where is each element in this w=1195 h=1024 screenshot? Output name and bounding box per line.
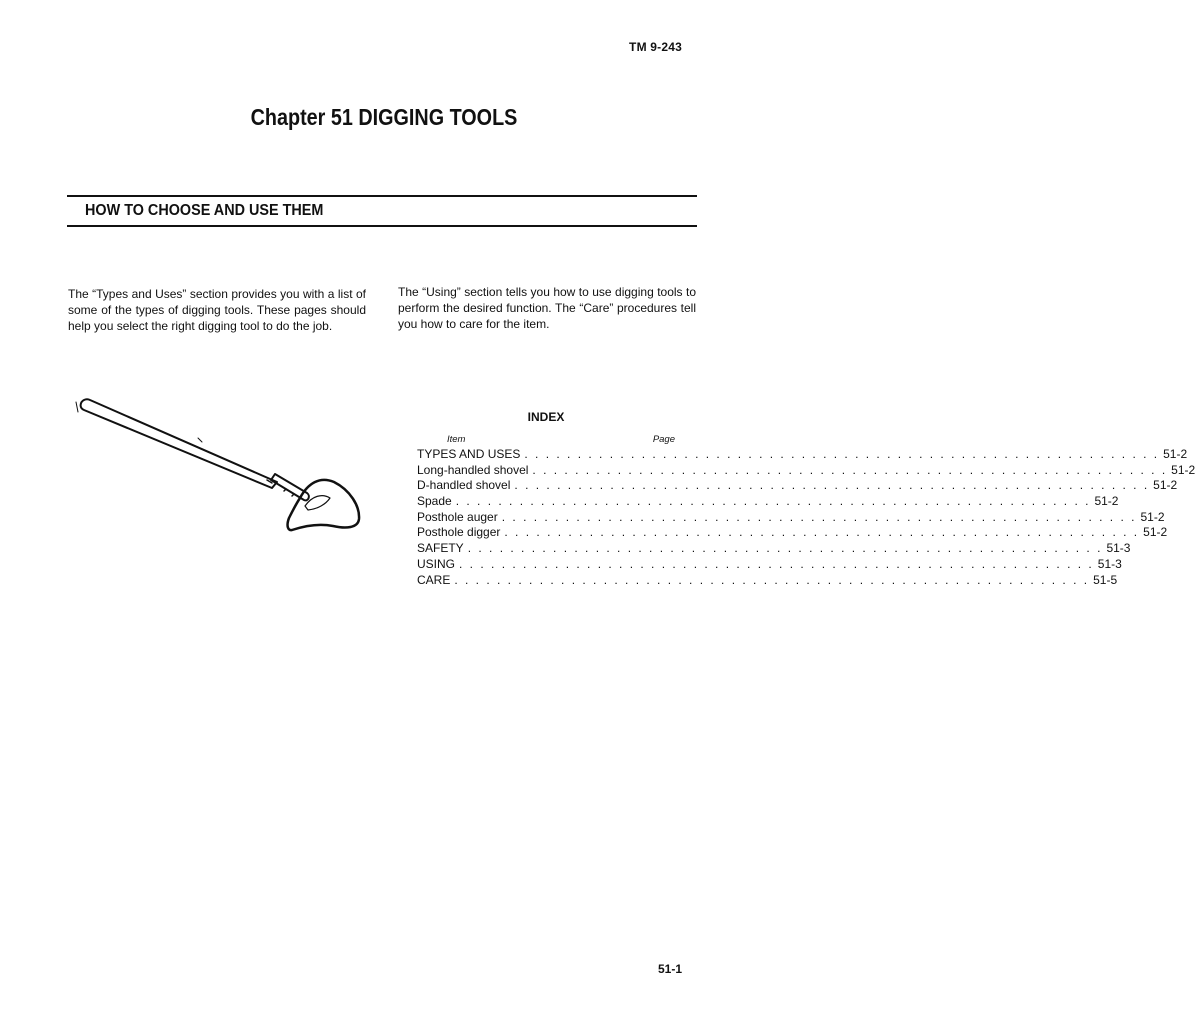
index-entry [417,556,1122,573]
index-entry-page: 51-2 [1171,462,1195,477]
index-entry-label: Spade [417,494,452,509]
index-entry [417,462,1195,479]
document-id: TM 9-243 [629,40,682,54]
index-entry-page: 51-2 [1143,525,1168,540]
intro-paragraph-left: The “Types and Uses” section provides you with a list of some of the types of digging tools. These pages should help you select the right digging tool to do the job. [68,287,366,333]
intro-paragraph-right: The “Using” section tells you how to use digging tools to perform the desired function. The “Care” procedures tell you how to care for the item. [398,285,696,331]
index-entry-label: Long-handled shovel [417,462,529,477]
index-entry-label: Posthole auger [417,509,498,524]
index-entry-label: D-handled shovel [417,478,511,493]
index-entry-page: 51-3 [1097,556,1122,571]
index-entry-label: TYPES AND USES [417,447,521,461]
index-entry [417,509,1165,526]
index-entry [417,494,1119,510]
index-leader-dots: . . . . . . . . . . . . . . . . . . . . . . . . . . . . . . . . . . . . . . . . . . . . . . . . . . . . . . . . . . . . [455,494,1091,509]
index-entry [417,478,1178,494]
index-leader-dots: . . . . . . . . . . . . . . . . . . . . . . . . . . . . . . . . . . . . . . . . . . . . . . . . . . . . . . . . . . . . [501,509,1137,524]
index-col-page: Page [652,434,675,445]
index-leader-dots: . . . . . . . . . . . . . . . . . . . . . . . . . . . . . . . . . . . . . . . . . . . . . . . . . . . . . . . . . . . . [514,478,1150,493]
index-leader-dots: . . . . . . . . . . . . . . . . . . . . . . . . . . . . . . . . . . . . . . . . . . . . . . . . . . . . . . . . . . . . [467,541,1103,556]
page-number: 51-1 [657,962,682,976]
index-table [417,410,1195,588]
index-entry-label: Posthole digger [417,525,501,540]
index-entry-page: 51-2 [1094,494,1119,509]
index-entry-page: 51-3 [1106,541,1131,556]
index-title: INDEX [527,410,565,424]
section-heading: HOW TO CHOOSE AND USE THEM [85,202,324,219]
index-column-headers [417,434,675,447]
index-leader-dots: . . . . . . . . . . . . . . . . . . . . . . . . . . . . . . . . . . . . . . . . . . . . . . . . . . . . . . . . . . . . [454,572,1090,587]
index-col-item: Item [447,434,466,445]
index-leader-dots: . . . . . . . . . . . . . . . . . . . . . . . . . . . . . . . . . . . . . . . . . . . . . . . . . . . . . . . . . . . . [532,462,1168,477]
index-entry [417,525,1168,541]
chapter-title: Chapter 51 DIGGING TOOLS [250,104,518,130]
index-entry-page: 51-2 [1140,509,1165,524]
index-entry-page: 51-5 [1093,572,1118,587]
index-leader-dots: . . . . . . . . . . . . . . . . . . . . . . . . . . . . . . . . . . . . . . . . . . . . . . . . . . . . . . . . . . . . [504,525,1140,540]
index-entry-label: CARE [417,572,451,587]
index-leader-dots: . . . . . . . . . . . . . . . . . . . . . . . . . . . . . . . . . . . . . . . . . . . . . . . . . . . . . . . . . . . . [459,556,1094,571]
section-heading-band [67,195,697,227]
index-entry [417,572,1118,589]
index-entry-page: 51-2 [1153,478,1178,493]
index-entry [417,541,1131,557]
index-leader-dots: . . . . . . . . . . . . . . . . . . . . . . . . . . . . . . . . . . . . . . . . . . . . . . . . . . . . . . . . . . . . [524,447,1160,461]
index-entry [417,447,1188,463]
index-entry-page: 51-2 [1163,447,1188,461]
index-rows [417,447,1195,588]
index-entry-label: SAFETY [417,541,464,556]
long-handled-shovel-illustration [72,388,368,540]
index-entry-label: USING [417,556,456,571]
